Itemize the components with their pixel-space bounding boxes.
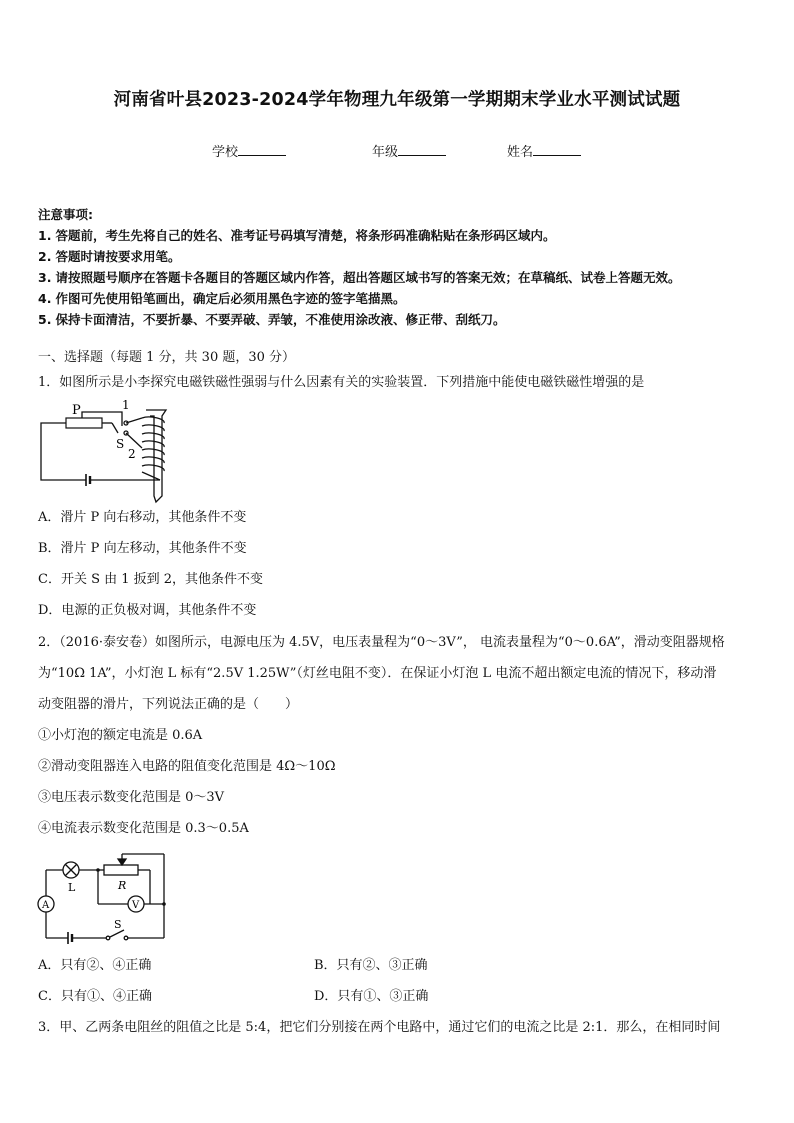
q2-option-c[interactable]: C．只有①、④正确 xyxy=(38,989,152,1004)
q2-statement-3: ③电压表示数变化范围是 0～3V xyxy=(38,790,225,805)
notes-heading: 注意事项: xyxy=(38,207,93,222)
q1-label-p: P xyxy=(72,403,81,418)
q1-stem: 1．如图所示是小李探究电磁铁磁性强弱与什么因素有关的实验装置．下列措施中能使电磁铁磁性增强的是 xyxy=(38,375,645,390)
name-field[interactable] xyxy=(507,141,581,160)
q1-label-1: 1 xyxy=(122,398,130,412)
q1-label-s: S xyxy=(116,437,125,451)
q2-statement-2: ②滑动变阻器连入电路的阻值变化范围是 4Ω～10Ω xyxy=(38,759,336,774)
note-item: 4. 作图可先使用铅笔画出，确定后必须用黑色字迹的签字笔描黑。 xyxy=(38,291,406,306)
q1-option-c[interactable]: C．开关 S 由 1 扳到 2，其他条件不变 xyxy=(38,572,264,587)
q2-stem-line-1: 2．（2016·泰安卷）如图所示，电源电压为 4.5V，电压表量程为“0～3V”， 电流表量程为“0～0.6A”，滑动变阻器规格 xyxy=(38,635,725,650)
q1-option-a[interactable]: A．滑片 P 向右移动，其他条件不变 xyxy=(38,510,247,525)
q2-option-d[interactable]: D．只有①、③正确 xyxy=(314,989,429,1004)
name-label: 姓名 xyxy=(507,145,534,160)
grade-label: 年级 xyxy=(372,145,399,160)
section-title: 一、选择题（每题 1 分，共 30 题，30 分） xyxy=(38,350,296,365)
q2-label-v: V xyxy=(132,900,140,911)
q2-stem-line-2: 为“10Ω 1A”，小灯泡 L 标有“2.5V 1.25W”（灯丝电阻不变）．在保证小灯泡 L 电流不超出额定电流的情况下，移动滑 xyxy=(38,666,717,681)
grade-field[interactable] xyxy=(372,141,446,160)
q1-option-d[interactable]: D．电源的正负极对调，其他条件不变 xyxy=(38,603,257,618)
q1-label-2: 2 xyxy=(128,447,136,461)
q2-statement-4: ④电流表示数变化范围是 0.3～0.5A xyxy=(38,821,249,836)
q1-option-b[interactable]: B．滑片 P 向左移动，其他条件不变 xyxy=(38,541,247,556)
note-item: 5. 保持卡面清洁，不要折暴、不要弄破、弄皱，不准使用涂改液、修正带、刮纸刀。 xyxy=(38,312,506,327)
notes-block xyxy=(38,204,768,330)
note-item: 3. 请按照题号顺序在答题卡各题目的答题区域内作答，超出答题区域书写的答案无效；在草稿纸、试卷上答题无效。 xyxy=(38,270,681,285)
q2-label-a: A xyxy=(42,900,50,911)
page-title: 河南省叶县2023-2024学年物理九年级第一学期期末学业水平测试试题 xyxy=(113,90,681,110)
note-item: 2. 答题时请按要求用笔。 xyxy=(38,249,181,264)
school-field[interactable] xyxy=(212,141,286,160)
q1-circuit-diagram xyxy=(38,396,178,506)
school-blank[interactable] xyxy=(238,143,286,156)
q2-label-s: S xyxy=(114,918,122,931)
q2-option-b[interactable]: B．只有②、③正确 xyxy=(314,958,428,973)
note-item: 1. 答题前，考生先将自己的姓名、准考证号码填写清楚，将条形码准确粘贴在条形码区域内。 xyxy=(38,228,556,243)
school-label: 学校 xyxy=(212,145,239,160)
q2-statement-1: ①小灯泡的额定电流是 0.6A xyxy=(38,728,203,743)
q2-circuit-diagram xyxy=(38,846,173,946)
name-blank[interactable] xyxy=(533,143,581,156)
q2-stem-line-3: 动变阻器的滑片，下列说法正确的是（ ） xyxy=(38,697,299,712)
q2-label-r: R xyxy=(118,879,127,892)
grade-blank[interactable] xyxy=(398,143,446,156)
q2-label-l: L xyxy=(68,881,76,894)
q3-stem: 3．甲、乙两条电阻丝的阻值之比是 5:4，把它们分别接在两个电路中，通过它们的电流之比是 2:1．那么，在相同时间 xyxy=(38,1020,721,1035)
q2-option-a[interactable]: A．只有②、④正确 xyxy=(38,958,152,973)
